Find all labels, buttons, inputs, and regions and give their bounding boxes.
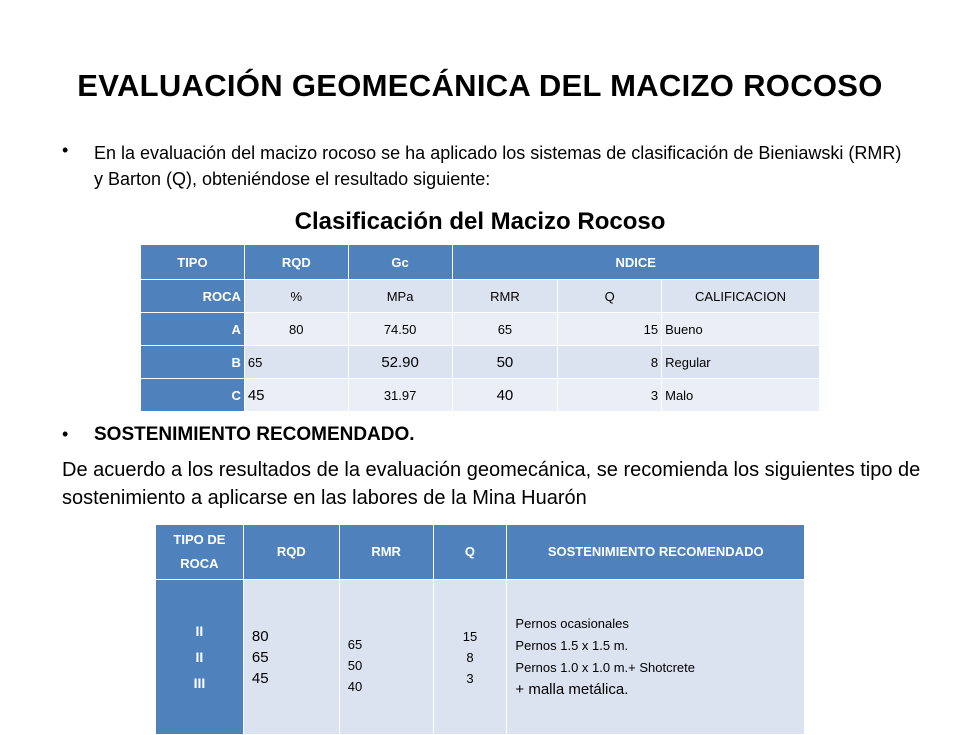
th-indice: NDICE bbox=[452, 245, 819, 280]
intro-text: En la evaluación del macizo rocoso se ha aplicado los sistemas de clasificación de Bieniawski (RMR) y Barton (Q), obteniéndose el resultado siguiente: bbox=[94, 143, 902, 189]
th-rqd: RQD bbox=[243, 525, 339, 580]
row-q: 8 bbox=[558, 346, 662, 379]
q-cell bbox=[433, 580, 507, 735]
row-tipo: B bbox=[141, 346, 245, 379]
row-rqd: 65 bbox=[244, 346, 348, 379]
th-sostenimiento: SOSTENIMIENTO RECOMENDADO bbox=[507, 525, 805, 580]
row-q: 3 bbox=[558, 379, 662, 412]
row-gc: 31.97 bbox=[348, 379, 452, 412]
tipo-value: II bbox=[195, 649, 204, 665]
tipo-value: II bbox=[195, 623, 204, 639]
th-rqd: RQD bbox=[244, 245, 348, 280]
sostenimiento-cell bbox=[507, 580, 805, 735]
table1-units-row bbox=[141, 280, 820, 313]
row-rmr: 50 bbox=[452, 346, 558, 379]
row-gc: 52.90 bbox=[348, 346, 452, 379]
tipo-value: III bbox=[193, 675, 206, 691]
row-calif: Bueno bbox=[662, 313, 820, 346]
table-row bbox=[141, 346, 820, 379]
table2-header-row bbox=[156, 525, 805, 580]
unit-roca: ROCA bbox=[141, 280, 245, 313]
th-tipo-roca: TIPO DE ROCA bbox=[156, 525, 244, 580]
th-gc: Gc bbox=[348, 245, 452, 280]
row-q: 15 bbox=[558, 313, 662, 346]
row-gc: 74.50 bbox=[348, 313, 452, 346]
th-q: Q bbox=[433, 525, 507, 580]
rqd-cell bbox=[243, 580, 339, 735]
unit-q: Q bbox=[558, 280, 662, 313]
slide-title: EVALUACIÓN GEOMECÁNICA DEL MACIZO ROCOSO bbox=[77, 68, 883, 103]
table1-subtitle: Clasificación del Macizo Rocoso bbox=[294, 208, 666, 235]
sostenimiento-bullet-item bbox=[62, 424, 415, 446]
rmr-value: 40 bbox=[347, 679, 363, 694]
row-rqd: 45 bbox=[244, 379, 348, 412]
unit-calif: CALIFICACION bbox=[662, 280, 820, 313]
sostenimiento-heading: SOSTENIMIENTO RECOMENDADO. bbox=[94, 424, 415, 445]
table1-header-row bbox=[141, 245, 820, 280]
q-value: 3 bbox=[466, 670, 474, 686]
rqd-value: 45 bbox=[251, 669, 269, 687]
row-calif: Malo bbox=[662, 379, 820, 412]
tipo-roca-cell bbox=[156, 580, 244, 735]
rock-classification-table bbox=[140, 244, 820, 412]
row-rqd: 80 bbox=[244, 313, 348, 346]
unit-gc: MPa bbox=[348, 280, 452, 313]
th-rmr: RMR bbox=[339, 525, 433, 580]
intro-bullet-item bbox=[62, 140, 914, 192]
rqd-value: 80 bbox=[251, 627, 269, 645]
sost-item: + malla metálica. bbox=[515, 681, 629, 698]
sostenimiento-paragraph: De acuerdo a los resultados de la evaluación geomecánica, se recomienda los siguientes tipo de sostenimiento a aplicarse en las labores de la Mina Huarón bbox=[62, 459, 921, 509]
rmr-value: 65 bbox=[347, 637, 363, 652]
support-recommendation-table bbox=[155, 524, 805, 735]
rqd-value: 65 bbox=[251, 648, 269, 666]
rmr-cell bbox=[339, 580, 433, 735]
table-row bbox=[141, 313, 820, 346]
q-value: 8 bbox=[466, 649, 474, 665]
bullet-dot: • bbox=[62, 140, 69, 160]
unit-rmr: RMR bbox=[452, 280, 558, 313]
row-tipo: A bbox=[141, 313, 245, 346]
row-rmr: 40 bbox=[452, 379, 558, 412]
rmr-value: 50 bbox=[347, 658, 363, 673]
sost-item: Pernos ocasionales bbox=[515, 616, 629, 631]
th-tipo: TIPO bbox=[141, 245, 245, 280]
bullet-dot: • bbox=[62, 424, 69, 444]
unit-rqd: % bbox=[244, 280, 348, 313]
table-row bbox=[141, 379, 820, 412]
row-rmr: 65 bbox=[452, 313, 558, 346]
sost-item: Pernos 1.5 x 1.5 m. bbox=[515, 638, 629, 653]
row-calif: Regular bbox=[662, 346, 820, 379]
q-value: 15 bbox=[462, 628, 478, 644]
row-tipo: C bbox=[141, 379, 245, 412]
table-row bbox=[156, 580, 805, 735]
sost-item: Pernos 1.0 x 1.0 m.+ Shotcrete bbox=[515, 660, 695, 675]
